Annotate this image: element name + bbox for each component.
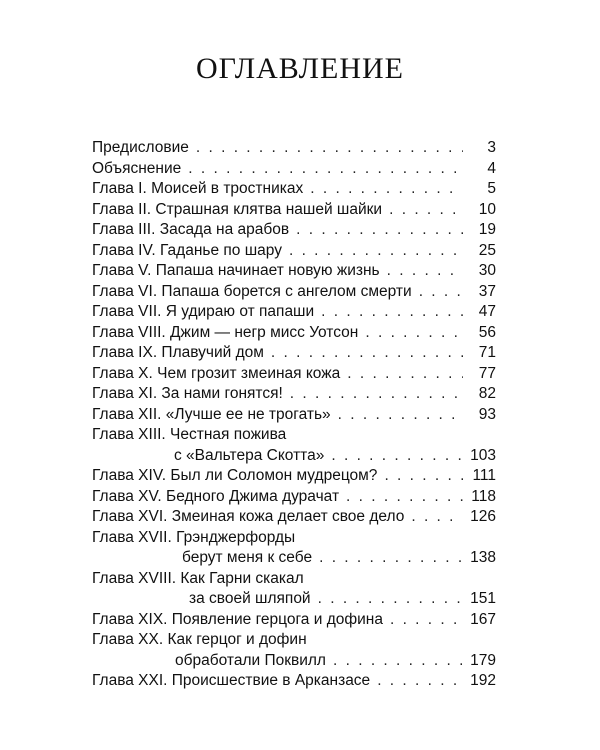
toc-entry-label: Глава XVII. Грэнджерфорды [92,528,296,546]
dot-leader [196,138,463,159]
toc-page-number: 179 [470,651,496,669]
toc-entry [92,282,496,303]
toc-entry [92,138,496,159]
toc-page-number: 25 [478,241,496,259]
toc-entry-label: Глава VII. Я удираю от папаши [92,303,315,320]
toc-entry [92,302,496,323]
dot-leader [347,364,463,385]
toc-entry-continuation: за своей шляпой [189,590,311,607]
dot-leader [289,241,463,262]
toc-page-number: 82 [478,385,496,402]
toc-entry [92,323,496,344]
dot-leader [387,261,463,282]
toc-entry [92,364,496,385]
dot-leader [333,651,463,672]
toc-entry-label: Глава VI. Папаша борется с ангелом смерти [92,282,412,300]
toc-entry [92,507,496,528]
toc-entry-label: Глава XII. «Лучше ее не трогать» [92,405,331,423]
toc-page-number: 71 [478,344,496,361]
toc-entry-continuation: обработали Поквилл [175,651,326,669]
toc-page-number: 5 [487,180,496,197]
dot-leader [321,302,463,323]
dot-leader [338,405,463,426]
toc-entry [92,466,496,487]
toc-entry [92,384,496,405]
toc-entry-label: Глава IX. Плавучий дом [92,344,264,361]
dot-leader [384,466,463,487]
toc-page-number: 103 [470,446,496,464]
toc-entry-label: Глава X. Чем грозит змеиная кожа [92,364,341,382]
dot-leader [377,671,463,692]
dot-leader [319,548,463,569]
toc-entry [92,630,496,671]
toc-entry [92,220,496,241]
dot-leader [411,507,463,528]
toc-page-number: 4 [487,159,496,177]
toc-entry-label: Глава XVI. Змеиная кожа делает свое дело [92,508,405,525]
toc-entry [92,159,496,180]
toc-entry-label: Глава V. Папаша начинает новую жизнь [92,262,380,279]
toc-entry [92,405,496,426]
dot-leader [271,343,463,364]
toc-page-number: 10 [478,200,496,218]
dot-leader [419,282,463,303]
toc-entry [92,425,496,466]
toc-entry-label: Глава XXI. Происшествие в Арканзасе [92,672,371,689]
toc-entry-label: Глава III. Засада на арабов [92,221,290,238]
toc-entry [92,671,496,692]
toc-page-number: 118 [471,487,496,505]
toc-page-number: 111 [472,467,496,484]
toc-entry-continuation: берут меня к себе [182,549,313,566]
toc-page-number: 37 [478,282,496,300]
toc-entry-label: Глава XVIII. Как Гарни скакал [92,569,304,587]
toc-entry-label: Предисловие [92,139,189,156]
toc-entry [92,487,496,508]
toc-entry [92,569,496,610]
toc-entry-continuation: с «Вальтера Скотта» [174,446,325,464]
toc-entry [92,261,496,282]
table-of-contents [92,138,496,692]
toc-entry [92,528,496,569]
toc-page-number: 56 [478,323,496,341]
toc-entry-label: Глава IV. Гаданье по шару [92,241,282,259]
toc-page-number: 126 [470,508,496,525]
page-title: ОГЛАВЛЕНИЕ [196,52,404,85]
toc-entry-label: Глава XIX. Появление герцога и дофина [92,610,383,628]
toc-page-number: 47 [478,303,496,320]
toc-page-number: 151 [470,590,496,607]
toc-entry-label: Глава VIII. Джим — негр мисс Уотсон [92,323,359,341]
toc-entry-label: Глава II. Страшная клятва нашей шайки [92,200,383,218]
toc-entry-label: Глава XV. Бедного Джима дурачат [92,487,340,505]
dot-leader [310,179,463,200]
toc-page-number: 19 [478,221,496,238]
dot-leader [346,487,463,508]
dot-leader [390,610,463,631]
dot-leader [290,384,463,405]
toc-entry [92,343,496,364]
toc-page-number: 138 [470,549,496,566]
toc-entry-label: Глава I. Моисей в тростниках [92,180,304,197]
toc-page-number: 30 [478,262,496,279]
dot-leader [365,323,463,344]
toc-entry-label: Глава XIV. Был ли Соломон мудрецом? [92,467,378,484]
dot-leader [389,200,463,221]
toc-entry [92,610,496,631]
toc-page-number: 167 [470,610,496,628]
toc-page-number: 77 [478,364,496,382]
toc-entry [92,179,496,200]
toc-page-number: 3 [487,139,496,156]
toc-entry [92,241,496,262]
dot-leader [331,446,463,467]
toc-entry-label: Глава XI. За нами гонятся! [92,385,283,402]
toc-entry-label: Глава XX. Как герцог и дофин [92,631,307,648]
dot-leader [296,220,463,241]
toc-entry [92,200,496,221]
toc-page-number: 93 [478,405,496,423]
dot-leader [318,589,463,610]
toc-entry-label: Глава XIII. Честная пожива [92,426,287,443]
toc-entry-label: Объяснение [92,159,182,177]
toc-page-number: 192 [470,672,496,689]
dot-leader [188,159,463,180]
